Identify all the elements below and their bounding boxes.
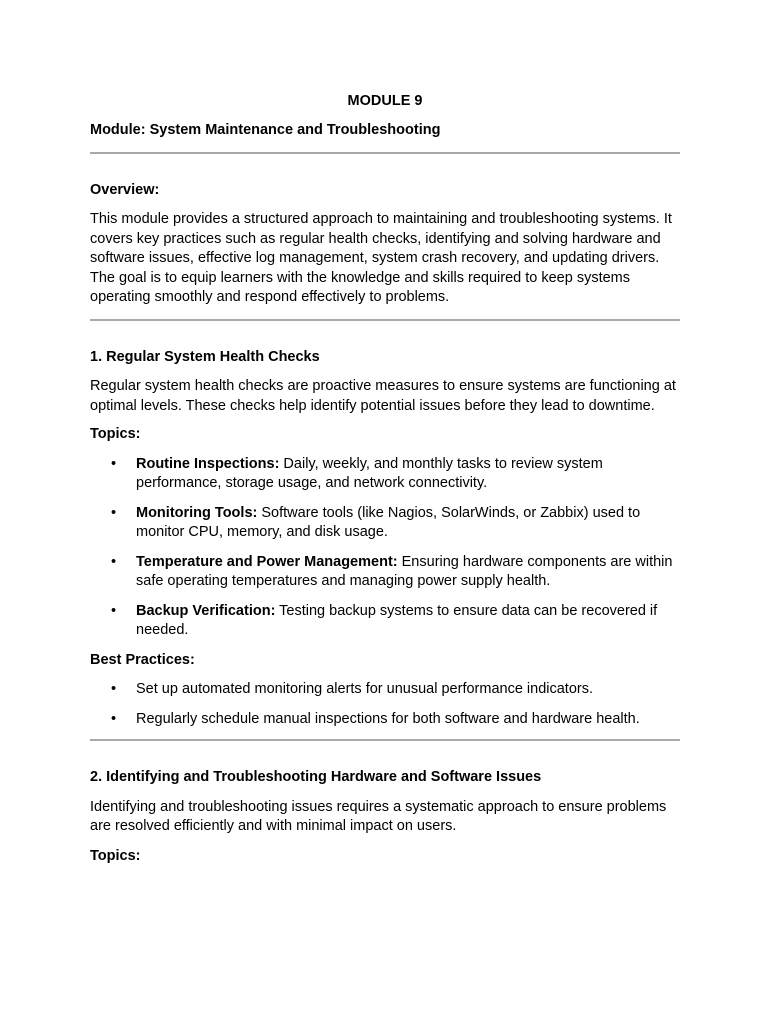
list-item (90, 504, 680, 543)
topic-term: Temperature and Power Management: (136, 553, 398, 570)
bullet-icon: • (111, 553, 117, 570)
topic-text: Testing backup systems to ensure data can be recovered if needed. (136, 602, 658, 638)
topic-text: Ensuring hardware components are within safe operating temperatures and managing power supply health. (136, 553, 673, 589)
topic-term: Monitoring Tools: (136, 504, 258, 521)
bullet-icon: • (111, 455, 117, 472)
topic-term: Routine Inspections: (136, 455, 280, 472)
section-1-topics-list (90, 455, 680, 641)
section-2-heading: 2. Identifying and Troubleshooting Hardware and Software Issues (90, 769, 542, 785)
list-item (90, 680, 680, 700)
module-number: MODULE 9 (347, 93, 423, 109)
best-practices-heading: Best Practices: (90, 651, 195, 668)
list-item (90, 455, 680, 494)
best-practices-list (90, 680, 680, 729)
best-practice-text: Set up automated monitoring alerts for unusual performance indicators. (136, 681, 593, 697)
list-item (90, 553, 680, 592)
section-2-topics-heading: Topics: (90, 847, 141, 864)
bullet-icon: • (111, 710, 117, 727)
document-page (90, 92, 680, 866)
best-practice-text: Regularly schedule manual inspections for both software and hardware health. (136, 710, 640, 727)
divider (90, 152, 680, 154)
topic-text: Software tools (like Nagios, SolarWinds, or Zabbix) used to monitor CPU, memory, and disk usage. (136, 504, 641, 540)
module-title: Module: System Maintenance and Troubleshooting (90, 122, 441, 138)
section-1-heading: 1. Regular System Health Checks (90, 348, 320, 365)
overview-heading: Overview: (90, 181, 160, 198)
bullet-icon: • (111, 504, 117, 521)
list-item (90, 710, 680, 730)
topic-text: Daily, weekly, and monthly tasks to review system performance, storage usage, and network connectivity. (136, 455, 603, 491)
list-item (90, 602, 680, 641)
overview-text: This module provides a structured approach to maintaining and troubleshooting systems. It covers key practices such as regular health checks, identifying and solving hardware and software issues, effective log management, system crash recovery, and updating drivers. The goal is to equip learners with the knowledge and skills required to keep systems operating smoothly and respond effectively to problems. (90, 211, 672, 305)
section-1-intro: Regular system health checks are proactive measures to ensure systems are functioning at optimal levels. These checks help identify potential issues before they lead to downtime. (90, 378, 676, 414)
divider (90, 739, 680, 741)
bullet-icon: • (111, 681, 117, 697)
bullet-icon: • (111, 602, 117, 619)
section-2-intro: Identifying and troubleshooting issues requires a systematic approach to ensure problems are resolved efficiently and with minimal impact on users. (90, 798, 667, 834)
topic-term: Backup Verification: (136, 602, 276, 619)
divider (90, 319, 680, 321)
section-1-topics-heading: Topics: (90, 426, 141, 442)
